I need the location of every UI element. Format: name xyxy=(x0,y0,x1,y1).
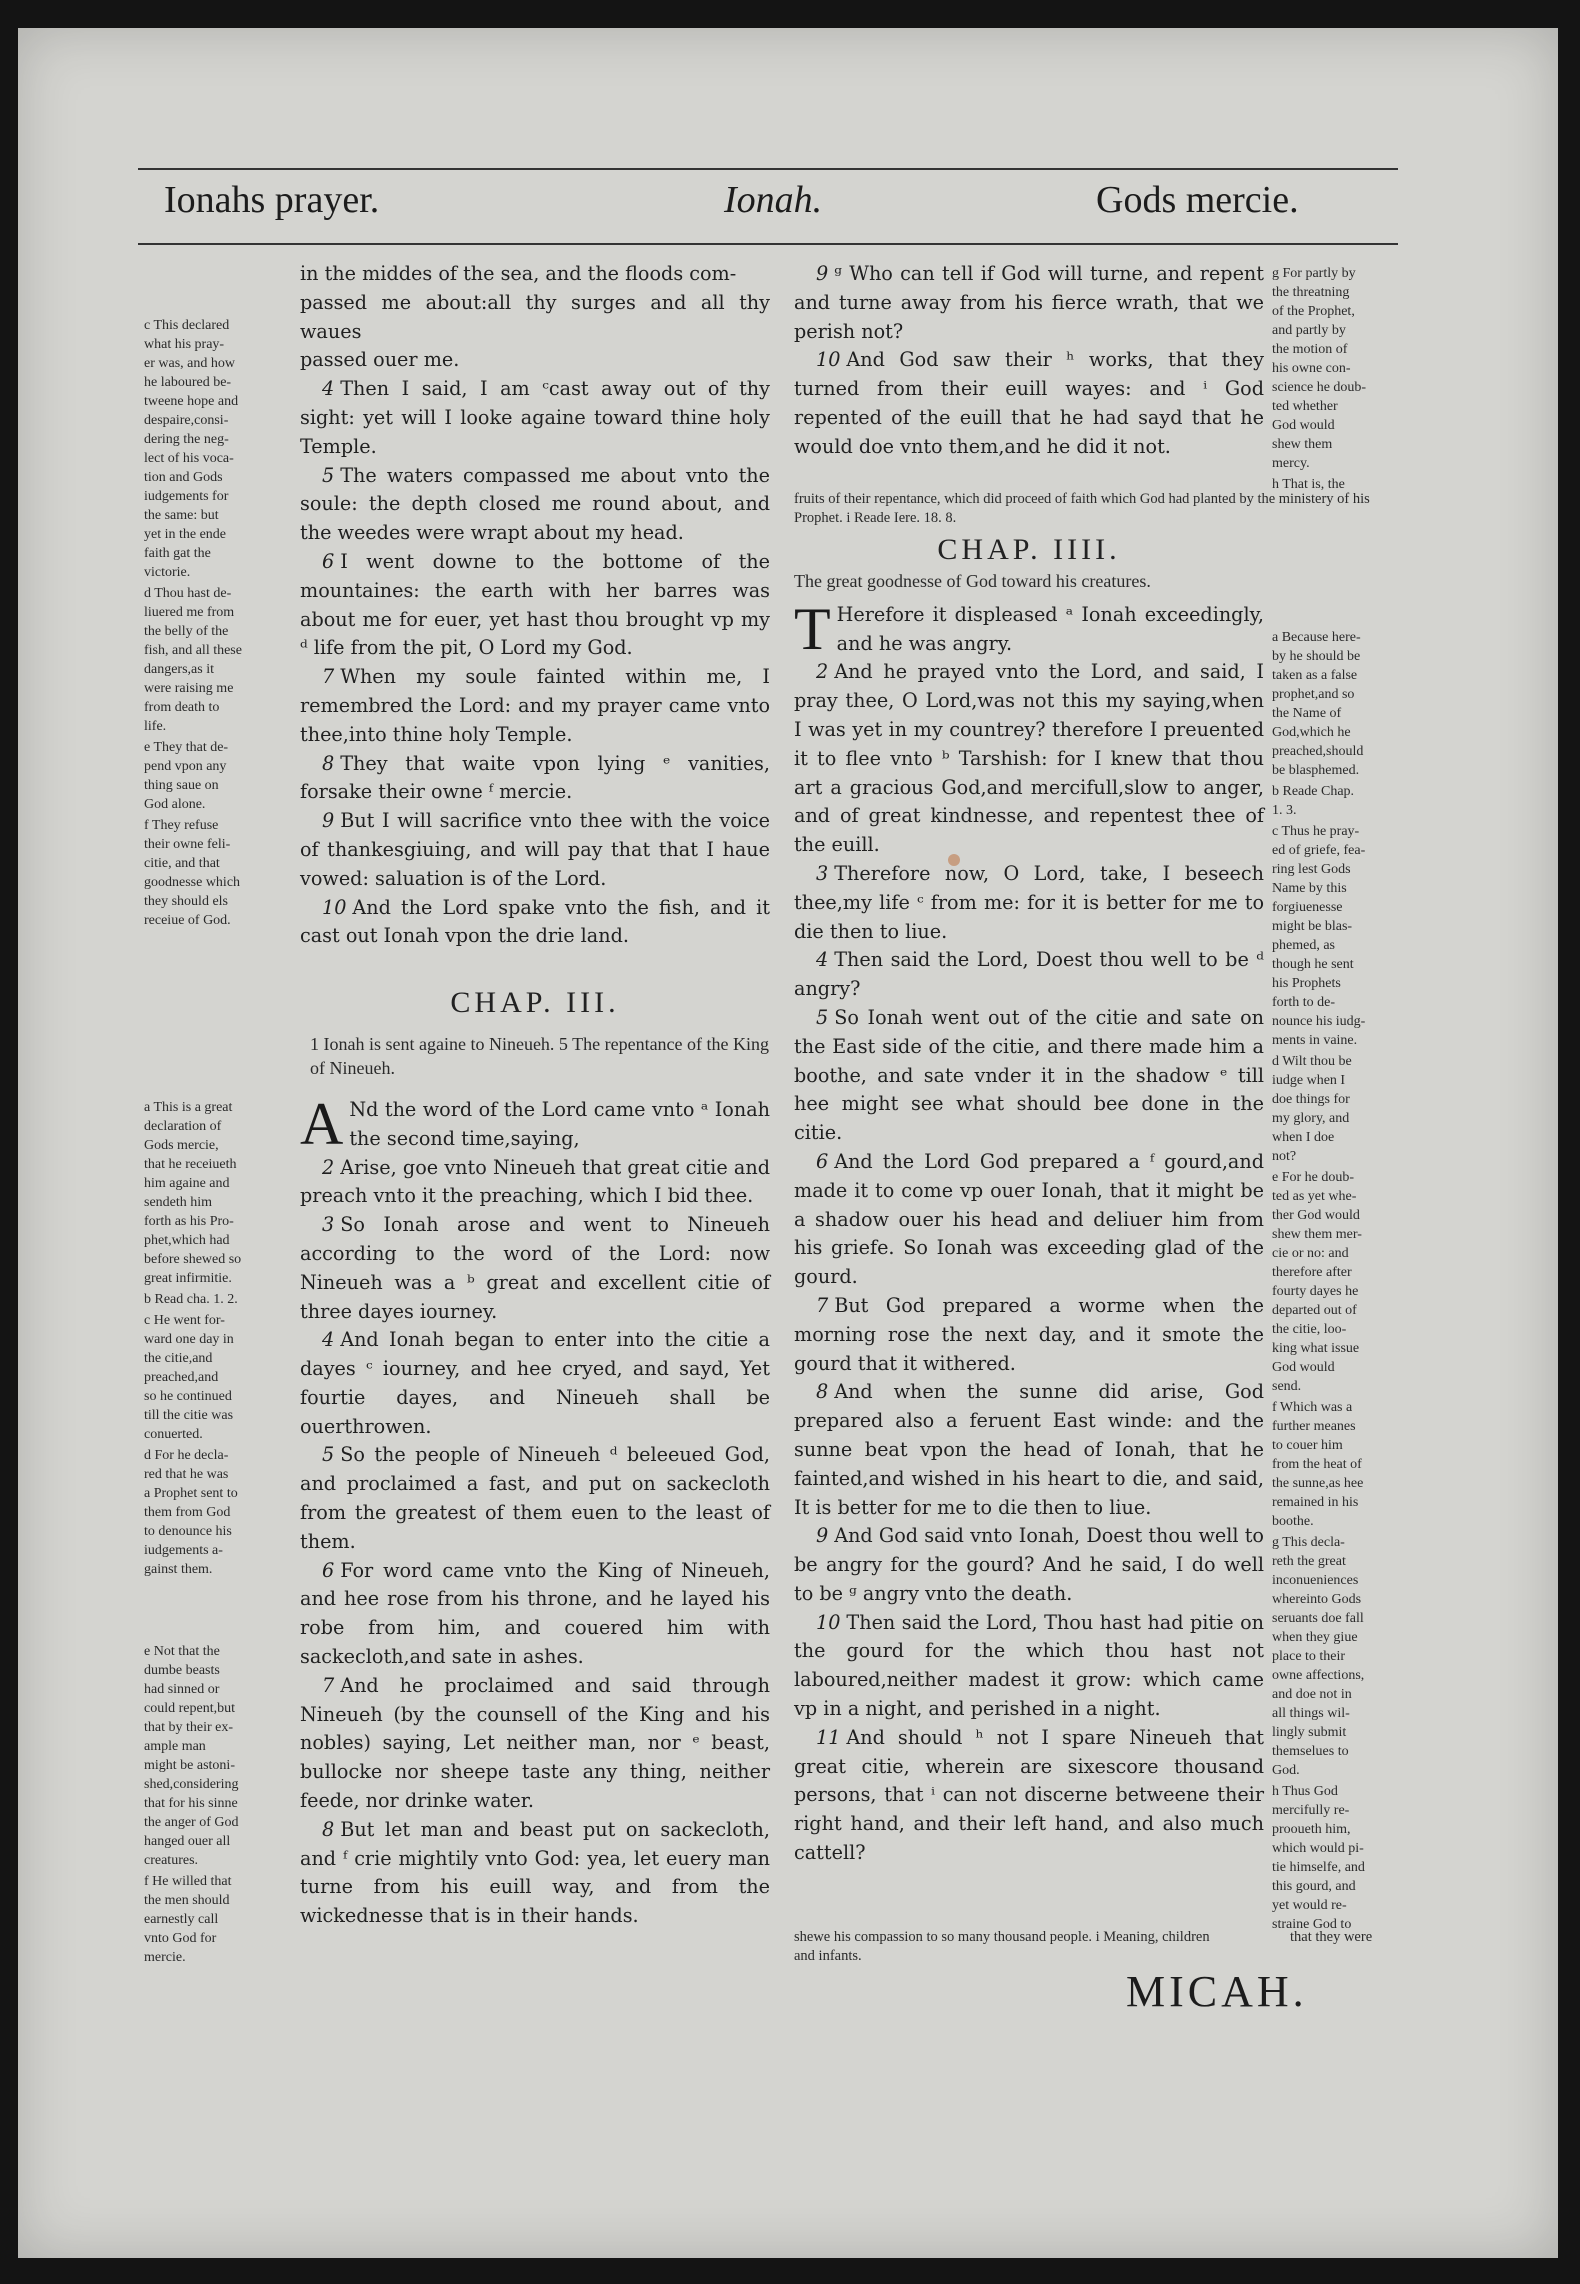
margin-note-line: prooueth him, xyxy=(1272,1822,1351,1837)
verse xyxy=(794,946,1264,1004)
margin-note-line: themselues to xyxy=(1272,1744,1349,1759)
margin-note xyxy=(144,1098,292,1288)
margin-note-line: and partly by xyxy=(1272,323,1346,338)
margin-note-line: fourty dayes he xyxy=(1272,1284,1359,1299)
margin-note-line: life. xyxy=(144,719,167,734)
margin-note-line: they should els xyxy=(144,894,228,909)
verse-number: 8 xyxy=(322,1817,335,1841)
verse-text: So Ionah went out of the citie and sate on the East side of the citie, and there made him a boothe, and sate vnder it in the shadow ᵉ till hee might see what should bee done in the citie. xyxy=(794,1005,1264,1145)
margin-note xyxy=(144,816,292,930)
margin-note-line: conuerted. xyxy=(144,1427,203,1442)
margin-note-line: 1. 3. xyxy=(1272,803,1297,818)
verse-text: Then I said, I am ᶜcast away out of thy sight: yet will I looke againe toward thine holy Temple. xyxy=(300,377,770,458)
margin-note-line: tweene hope and xyxy=(144,394,239,409)
verse-number: 7 xyxy=(322,1673,335,1697)
margin-note-line: ring lest Gods xyxy=(1272,862,1351,877)
margin-note-line: further meanes xyxy=(1272,1419,1356,1434)
margin-note-line: departed out of xyxy=(1272,1303,1357,1318)
margin-note-line: victorie. xyxy=(144,565,191,580)
header-rule-bottom xyxy=(138,243,1398,245)
margin-note-line: reth the great xyxy=(1272,1554,1346,1569)
chapter-3-verses xyxy=(300,1154,770,1932)
margin-note-line: the citie, loo- xyxy=(1272,1322,1347,1337)
verse xyxy=(300,807,770,893)
margin-notes-left xyxy=(144,316,292,932)
running-head-right: Gods mercie. xyxy=(1096,179,1299,221)
verse-number: 7 xyxy=(322,665,335,689)
verse xyxy=(794,1148,1264,1292)
verse-number: 5 xyxy=(322,1443,335,1467)
margin-note-line: when they giue xyxy=(1272,1630,1358,1645)
margin-note-line: tion and Gods xyxy=(144,470,223,485)
margin-note-line: king what issue xyxy=(1272,1341,1360,1356)
verse xyxy=(300,1326,770,1441)
margin-note-line: liuered me from xyxy=(144,605,235,620)
margin-note xyxy=(1272,475,1406,494)
verse xyxy=(794,1609,1264,1724)
margin-note-line: doe things for xyxy=(1272,1092,1350,1107)
margin-note-line: er was, and how xyxy=(144,356,235,371)
verse xyxy=(300,1441,770,1556)
margin-note-line: ted as yet whe- xyxy=(1272,1189,1357,1204)
left-text-column xyxy=(300,260,770,1931)
margin-note-line: God alone. xyxy=(144,797,206,812)
verse-text: And he proclaimed and said through Nineueh (by the counsell of the King and his nobles) saying, Let neither man, nor ᵉ beast, bullocke nor sheepe taste any thing, neither feede, nor drinke water. xyxy=(300,1673,770,1813)
margin-note-line: a Because here- xyxy=(1272,630,1361,645)
margin-note-line: g For partly by xyxy=(1272,266,1356,281)
margin-note-line: had sinned or xyxy=(144,1682,220,1697)
margin-note-line: the belly of the xyxy=(144,624,229,639)
margin-note-line: were raising me xyxy=(144,681,234,696)
verse-number: 10 xyxy=(816,348,841,372)
margin-note-line: thing saue on xyxy=(144,778,219,793)
margin-note-line: f They refuse xyxy=(144,818,219,833)
margin-note-line: citie, and that xyxy=(144,856,220,871)
margin-note-line: which would pi- xyxy=(1272,1841,1364,1856)
margin-note xyxy=(144,584,292,736)
margin-note-line: remained in his xyxy=(1272,1495,1359,1510)
verse-text: Arise, goe vnto Nineueh that great citie and preach vnto it the preaching, which I bid thee. xyxy=(300,1155,770,1208)
margin-note-line: phet,which had xyxy=(144,1233,230,1248)
margin-note-line: so he continued xyxy=(144,1389,232,1404)
margin-note-line: fish, and all these xyxy=(144,643,242,658)
margin-note-line: Name by this xyxy=(1272,881,1347,896)
verse-number: 9 xyxy=(816,1524,829,1548)
margin-note-line: ample man xyxy=(144,1739,206,1754)
margin-note-line: when I doe xyxy=(1272,1130,1335,1145)
verse-number: 6 xyxy=(322,1558,335,1582)
margin-note-line: a Prophet sent to xyxy=(144,1486,238,1501)
margin-note-line: declaration of xyxy=(144,1119,222,1134)
margin-note-line: faith gat the xyxy=(144,546,211,561)
verse xyxy=(794,1378,1264,1522)
margin-note-line: whereinto Gods xyxy=(1272,1592,1362,1607)
margin-note-line: dering the neg- xyxy=(144,432,229,447)
text-line: in the middes of the sea, and the floods com- xyxy=(300,262,737,285)
margin-note-line: h Thus God xyxy=(1272,1784,1338,1799)
margin-note-line: ward one day in xyxy=(144,1332,234,1347)
verse-number: 2 xyxy=(322,1155,335,1179)
margin-note xyxy=(1272,1398,1406,1531)
margin-note-line: preached,and xyxy=(144,1370,219,1385)
verse-number: 6 xyxy=(816,1149,829,1173)
margin-note-line: forgiuenesse xyxy=(1272,900,1343,915)
verse-text: But let man and beast put on sackecloth, and ᶠ crie mightily vnto God: yea, let euery man turne from his euill way, and from the wickednesse that is in their hands. xyxy=(300,1817,770,1928)
verse xyxy=(300,1557,770,1672)
margin-note-line: d Wilt thou be xyxy=(1272,1054,1352,1069)
chapter-3-summary: 1 Ionah is sent againe to Nineueh. 5 The repentance of the King of Nineueh. xyxy=(310,1033,770,1078)
text-line: passed me about:all thy surges and all thy waues xyxy=(300,290,770,343)
margin-note-line: the citie,and xyxy=(144,1351,213,1366)
chapter-3-verses-end xyxy=(794,260,1264,462)
margin-note xyxy=(144,1872,292,1967)
margin-note-line: he laboured be- xyxy=(144,375,232,390)
margin-note xyxy=(144,1642,292,1870)
margin-note-line: straine God to xyxy=(1272,1917,1352,1932)
margin-note-line: ed of griefe, fea- xyxy=(1272,843,1366,858)
verse-number: 7 xyxy=(816,1293,829,1317)
margin-note-line: by he should be xyxy=(1272,649,1361,664)
verse-text: ᵍ Who can tell if God will turne, and repent and turne away from his fierce wrath, that we perish not? xyxy=(794,262,1264,343)
margin-note-line: science he doub- xyxy=(1272,380,1367,395)
margin-note-line: d For he decla- xyxy=(144,1448,229,1463)
margin-note-line: f He willed that xyxy=(144,1874,232,1889)
margin-note-line: therefore after xyxy=(1272,1265,1352,1280)
verse-text: And he prayed vnto the Lord, and said, I pray thee, O Lord,was not this my saying,when I was yet in my countrey? therefore I preuented it to flee vnto ᵇ Tarshish: for I knew that thou art a gracious God,and mercifull,slow to anger, and of great kindnesse, and repentest thee of the euill. xyxy=(794,660,1264,857)
right-text-column-ch4 xyxy=(794,533,1264,1868)
margin-note-line: despaire,consi- xyxy=(144,413,229,428)
chapter-3-heading: CHAP. III. xyxy=(450,986,620,1020)
margin-note-line: them from God xyxy=(144,1505,231,1520)
margin-note-line: not? xyxy=(1272,1149,1297,1164)
margin-note-line: e They that de- xyxy=(144,740,229,755)
margin-note-line: send. xyxy=(1272,1379,1302,1394)
margin-note-line: b Read cha. 1. 2. xyxy=(144,1292,238,1307)
margin-note-line: his Prophets xyxy=(1272,976,1341,991)
margin-note-line: be blasphemed. xyxy=(1272,763,1360,778)
verse-text: And God saw their ʰ works, that they turned from their euill wayes: and ⁱ God repented of the euill that he had sayd that he would doe vnto them,and he did it not. xyxy=(794,348,1264,458)
footnote-continuation: fruits of their repentance, which did proceed of faith which God had planted by the ministery of his Prophet. i Reade Iere. 18. 8. xyxy=(794,491,1370,526)
right-text-column xyxy=(794,260,1264,462)
verse-text: So Ionah arose and went to Nineueh according to the word of the Lord: now Nineueh was a ᵇ great and excellent citie of three dayes iourney. xyxy=(300,1213,770,1323)
margin-notes-left-ch3 xyxy=(144,1098,292,1581)
verse-text: And should ʰ not I spare Nineueh that great citie, wherein are sixescore thousand persons, that ⁱ can not discerne betweene their right hand, and their left hand, and also much cattell? xyxy=(794,1725,1264,1865)
footnote-bottom-right: that they were xyxy=(1290,1929,1373,1945)
margin-note-line: lingly submit xyxy=(1272,1725,1347,1740)
margin-note xyxy=(144,738,292,814)
verse-number: 3 xyxy=(816,861,829,885)
verse-text: Nd the word of the Lord came vnto ᵃ Ionah the second time,saying, xyxy=(349,1097,770,1150)
margin-note-line: ments in vaine. xyxy=(1272,1033,1358,1048)
verse-number: 5 xyxy=(322,463,335,487)
verse xyxy=(300,750,770,808)
verse xyxy=(300,894,770,952)
margin-note-line: of the Prophet, xyxy=(1272,304,1355,319)
margin-note-line: God would xyxy=(1272,418,1335,433)
margin-note-line: gainst them. xyxy=(144,1562,213,1577)
margin-note-line: red that he was xyxy=(144,1467,229,1482)
margin-note xyxy=(1272,1533,1406,1780)
margin-notes-left-ch3-late xyxy=(144,1642,292,1969)
margin-note-line: God would xyxy=(1272,1360,1335,1375)
chapter-4-heading: CHAP. IIII. xyxy=(937,533,1121,566)
running-head-center: Ionah. xyxy=(724,179,823,221)
verse-text: Therefore now, O Lord, take, I beseech thee,my life ᶜ from me: for it is better for me to die then to liue. xyxy=(794,861,1264,943)
margin-note xyxy=(1272,1052,1406,1166)
verse-number: 10 xyxy=(816,1610,841,1634)
margin-note-line: mercifully re- xyxy=(1272,1803,1350,1818)
verse-number: 4 xyxy=(816,948,829,972)
margin-note-line: cie or no: and xyxy=(1272,1246,1349,1261)
verse-text: And Ionah began to enter into the citie a dayes ᶜ iourney, and hee cryed, and sayd, Yet fourtie dayes, and Nineueh shall be ouerthrowen. xyxy=(300,1328,770,1438)
margin-note-line: tie himselfe, and xyxy=(1272,1860,1365,1875)
verse-text: Then said the Lord, Thou hast had pitie on the gourd for the which thou hast not laboured,neither madest it grow: which came vp in a night, and perished in a night. xyxy=(794,1610,1264,1721)
margin-note-line: the Name of xyxy=(1272,706,1342,721)
verse-number: 5 xyxy=(816,1005,829,1029)
margin-note-line: nounce his iudg- xyxy=(1272,1014,1366,1029)
margin-note xyxy=(1272,1168,1406,1396)
margin-note-line: lect of his voca- xyxy=(144,451,234,466)
margin-note-line: shed,considering xyxy=(144,1777,239,1792)
margin-note-line: c He went for- xyxy=(144,1313,225,1328)
margin-note xyxy=(1272,822,1406,1050)
margin-note-line: great infirmitie. xyxy=(144,1271,232,1286)
margin-note-line: goodnesse which xyxy=(144,875,241,890)
margin-note-line: yet would re- xyxy=(1272,1898,1347,1913)
margin-note-line: Gods mercie, xyxy=(144,1138,219,1153)
margin-note-line: h That is, the xyxy=(1272,477,1345,492)
margin-note-line: to denounce his xyxy=(144,1524,232,1539)
verse-3-continued xyxy=(300,260,770,375)
margin-note-line: g This decla- xyxy=(1272,1535,1345,1550)
chapter-4-verses xyxy=(794,658,1264,1867)
margin-note-line: inconueniences xyxy=(1272,1573,1359,1588)
margin-note-line: before shewed so xyxy=(144,1252,242,1267)
margin-note-line: God. xyxy=(1272,1763,1300,1778)
margin-note-line: shew them mer- xyxy=(1272,1227,1362,1242)
drop-cap-a: A xyxy=(300,1090,344,1157)
running-head-left: Ionahs prayer. xyxy=(164,179,380,221)
verse xyxy=(794,1004,1264,1148)
verse xyxy=(794,658,1264,860)
margin-note-line: him againe and xyxy=(144,1176,230,1191)
margin-note-line: the men should xyxy=(144,1893,230,1908)
verse-text: So the people of Nineueh ᵈ beleeued God, and proclaimed a fast, and put on sackecloth from the greatest of them euen to the least of them. xyxy=(300,1443,770,1553)
verse xyxy=(300,548,770,663)
margin-note-line: his owne con- xyxy=(1272,361,1351,376)
margin-note xyxy=(144,316,292,582)
margin-note-line: from the heat of xyxy=(1272,1457,1362,1472)
verse-number: 2 xyxy=(816,660,829,684)
margin-note xyxy=(144,1290,292,1309)
margin-notes-right-ch4 xyxy=(1272,628,1406,1936)
margin-note-line: the anger of God xyxy=(144,1815,239,1830)
margin-note-line: ther God would xyxy=(1272,1208,1360,1223)
verse-text: And the Lord spake vnto the fish, and it cast out Ionah vpon the drie land. xyxy=(300,895,770,948)
margin-note-line: sendeth him xyxy=(144,1195,213,1210)
margin-note-line: vnto God for xyxy=(144,1931,217,1946)
margin-note xyxy=(1272,264,1406,473)
chapter-3-verse-1 xyxy=(300,1090,770,1157)
margin-note-line: e Not that the xyxy=(144,1644,220,1659)
margin-note-line: all things wil- xyxy=(1272,1706,1350,1721)
margin-note-line: dumbe beasts xyxy=(144,1663,220,1678)
margin-note-line: hanged ouer all xyxy=(144,1834,231,1849)
margin-note-line: pend vpon any xyxy=(144,759,227,774)
margin-note-line: iudgements a- xyxy=(144,1543,223,1558)
margin-note-line: might be blas- xyxy=(1272,919,1353,934)
margin-note-line: c Thus he pray- xyxy=(1272,824,1360,839)
verse xyxy=(794,860,1264,946)
next-book-title: MICAH. xyxy=(1126,1967,1308,2016)
verse-number: 9 xyxy=(816,262,829,285)
verse-number: 6 xyxy=(322,549,335,573)
margin-note-line: phemed, as xyxy=(1272,938,1335,953)
chapter-2-verses xyxy=(300,375,770,951)
margin-note-line: the motion of xyxy=(1272,342,1348,357)
margin-note-line: that for his sinne xyxy=(144,1796,238,1811)
verse xyxy=(794,1292,1264,1378)
verse xyxy=(300,1211,770,1326)
margin-note-line: though he sent xyxy=(1272,957,1354,972)
verse-text: But God prepared a worme when the morning rose the next day, and it smote the gourd that it withered. xyxy=(794,1293,1264,1375)
margin-note-line: boothe. xyxy=(1272,1514,1314,1529)
margin-note-line: dangers,as it xyxy=(144,662,214,677)
margin-note-line: iudge when I xyxy=(1272,1073,1346,1088)
verse-text: And when the sunne did arise, God prepared also a feruent East winde: and the sunne beat vpon the head of Ionah, that he fainted,and wished in his heart to die, and said, It is better for me to die then to liue. xyxy=(794,1380,1264,1519)
margin-note-line: owne affections, xyxy=(1272,1668,1365,1683)
verse xyxy=(300,663,770,749)
margin-note-line: forth to de- xyxy=(1272,995,1335,1010)
verse-text: Herefore it displeased ᵃ Ionah exceedingly, and he was angry. xyxy=(836,602,1264,655)
margin-note-line: preached,should xyxy=(1272,744,1364,759)
margin-note-line: d Thou hast de- xyxy=(144,586,232,601)
verse xyxy=(794,1522,1264,1608)
verse-number: 8 xyxy=(816,1380,829,1404)
verse-number: 3 xyxy=(322,1213,335,1237)
margin-note-line: ted whether xyxy=(1272,399,1338,414)
margin-note-line: the sunne,as hee xyxy=(1272,1476,1364,1491)
margin-note xyxy=(144,1311,292,1444)
verse xyxy=(300,1154,770,1212)
margin-note-line: shew them xyxy=(1272,437,1333,452)
margin-note-line: could repent,but xyxy=(144,1701,235,1716)
verse xyxy=(300,462,770,548)
margin-note-line: b Reade Chap. xyxy=(1272,784,1355,799)
margin-note-line: what his pray- xyxy=(144,337,225,352)
text-line: passed ouer me. xyxy=(300,348,460,372)
margin-note xyxy=(1272,628,1406,780)
margin-note-line: c This declared xyxy=(144,318,230,333)
chapter-4-summary: The great goodnesse of God toward his creatures. xyxy=(794,570,1151,591)
verse-text: They that waite vpon lying ᵉ vanities, forsake their owne ᶠ mercie. xyxy=(300,751,770,804)
verse-number: 8 xyxy=(322,751,335,775)
chapter-4-verse-1 xyxy=(794,595,1264,662)
verse-text: When my soule fainted within me, I remembred the Lord: and my prayer came vnto thee,into thine holy Temple. xyxy=(300,665,770,746)
margin-note-line: from death to xyxy=(144,700,220,715)
margin-note-line: this gourd, and xyxy=(1272,1879,1356,1894)
verse-number: 11 xyxy=(816,1725,841,1749)
margin-note-line: God,which he xyxy=(1272,725,1351,740)
margin-note-line: forth as his Pro- xyxy=(144,1214,234,1229)
verse-text: Then said the Lord, Doest thou well to be ᵈ angry? xyxy=(794,948,1264,1001)
margin-note-line: earnestly call xyxy=(144,1912,219,1927)
verse-text: And the Lord God prepared a ᶠ gourd,and made it to come vp ouer Ionah, that it might be a shadow ouer his head and deliuer him from his griefe. So Ionah was exceeding glad of the gourd. xyxy=(794,1149,1264,1289)
margin-note-line: receiue of God. xyxy=(144,913,231,928)
verse-text: I went downe to the bottome of the mountaines: the earth with her barres was about me for euer, yet hast thou brought vp my ᵈ life from the pit, O Lord my God. xyxy=(300,549,770,660)
margin-note-line: might be astoni- xyxy=(144,1758,235,1773)
margin-note-line: creatures. xyxy=(144,1853,199,1868)
verse-text: But I will sacrifice vnto thee with the voice of thankesgiuing, and will pay that that I haue vowed: saluation is of the Lord. xyxy=(300,809,770,890)
margin-note-line: f Which was a xyxy=(1272,1400,1353,1415)
margin-note-line: taken as a false xyxy=(1272,668,1358,683)
margin-note xyxy=(1272,1782,1406,1934)
margin-note xyxy=(144,1446,292,1579)
verse-number: 9 xyxy=(322,809,335,833)
verse-text: And God said vnto Ionah, Doest thou well to be angry for the gourd? And he said, I do well to be ᵍ angry vnto the death. xyxy=(794,1524,1264,1605)
verse-number: 4 xyxy=(322,377,335,401)
margin-note-line: seruants doe fall xyxy=(1272,1611,1364,1626)
margin-note-line: yet in the ende xyxy=(144,527,227,542)
margin-note-line: and doe not in xyxy=(1272,1687,1352,1702)
margin-note-line: iudgements for xyxy=(144,489,229,504)
margin-note-line: to couer him xyxy=(1272,1438,1343,1453)
margin-note-line: the same: but xyxy=(144,508,219,523)
drop-cap-t: T xyxy=(794,595,831,662)
margin-note-line: prophet,and so xyxy=(1272,687,1355,702)
verse-text: For word came vnto the King of Nineueh, and hee rose from his throne, and he layed his robe from him, and couered him with sackecloth,and sate in ashes. xyxy=(300,1558,770,1669)
margin-note-line: my glory, and xyxy=(1272,1111,1350,1126)
margin-note-line: their owne feli- xyxy=(144,837,231,852)
margin-note-line: a This is a great xyxy=(144,1100,233,1115)
verse xyxy=(300,1816,770,1931)
verse xyxy=(300,1672,770,1816)
margin-note-line: e For he doub- xyxy=(1272,1170,1355,1185)
verse xyxy=(300,375,770,461)
footnote-bottom: shewe his compassion to so many thousand people. i Meaning, children and infants. xyxy=(794,1929,1210,1964)
verse-number: 10 xyxy=(322,895,347,919)
verse-text: The waters compassed me about vnto the soule: the depth closed me round about, and the weedes were wrapt about my head. xyxy=(300,463,770,545)
verse xyxy=(794,1724,1264,1868)
margin-note-line: till the citie was xyxy=(144,1408,234,1423)
verse-number: 4 xyxy=(322,1328,335,1352)
margin-note-line: mercie. xyxy=(144,1950,186,1965)
margin-note-line: that by their ex- xyxy=(144,1720,234,1735)
margin-note xyxy=(1272,782,1406,820)
header-rule-top xyxy=(138,168,1398,170)
verse xyxy=(794,346,1264,461)
margin-note-line: that he receiueth xyxy=(144,1157,237,1172)
margin-note-line: mercy. xyxy=(1272,456,1310,471)
margin-notes-right xyxy=(1272,264,1406,496)
margin-note-line: place to their xyxy=(1272,1649,1346,1664)
scanned-page xyxy=(18,28,1558,2258)
verse xyxy=(794,260,1264,346)
margin-note-line: the threatning xyxy=(1272,285,1350,300)
